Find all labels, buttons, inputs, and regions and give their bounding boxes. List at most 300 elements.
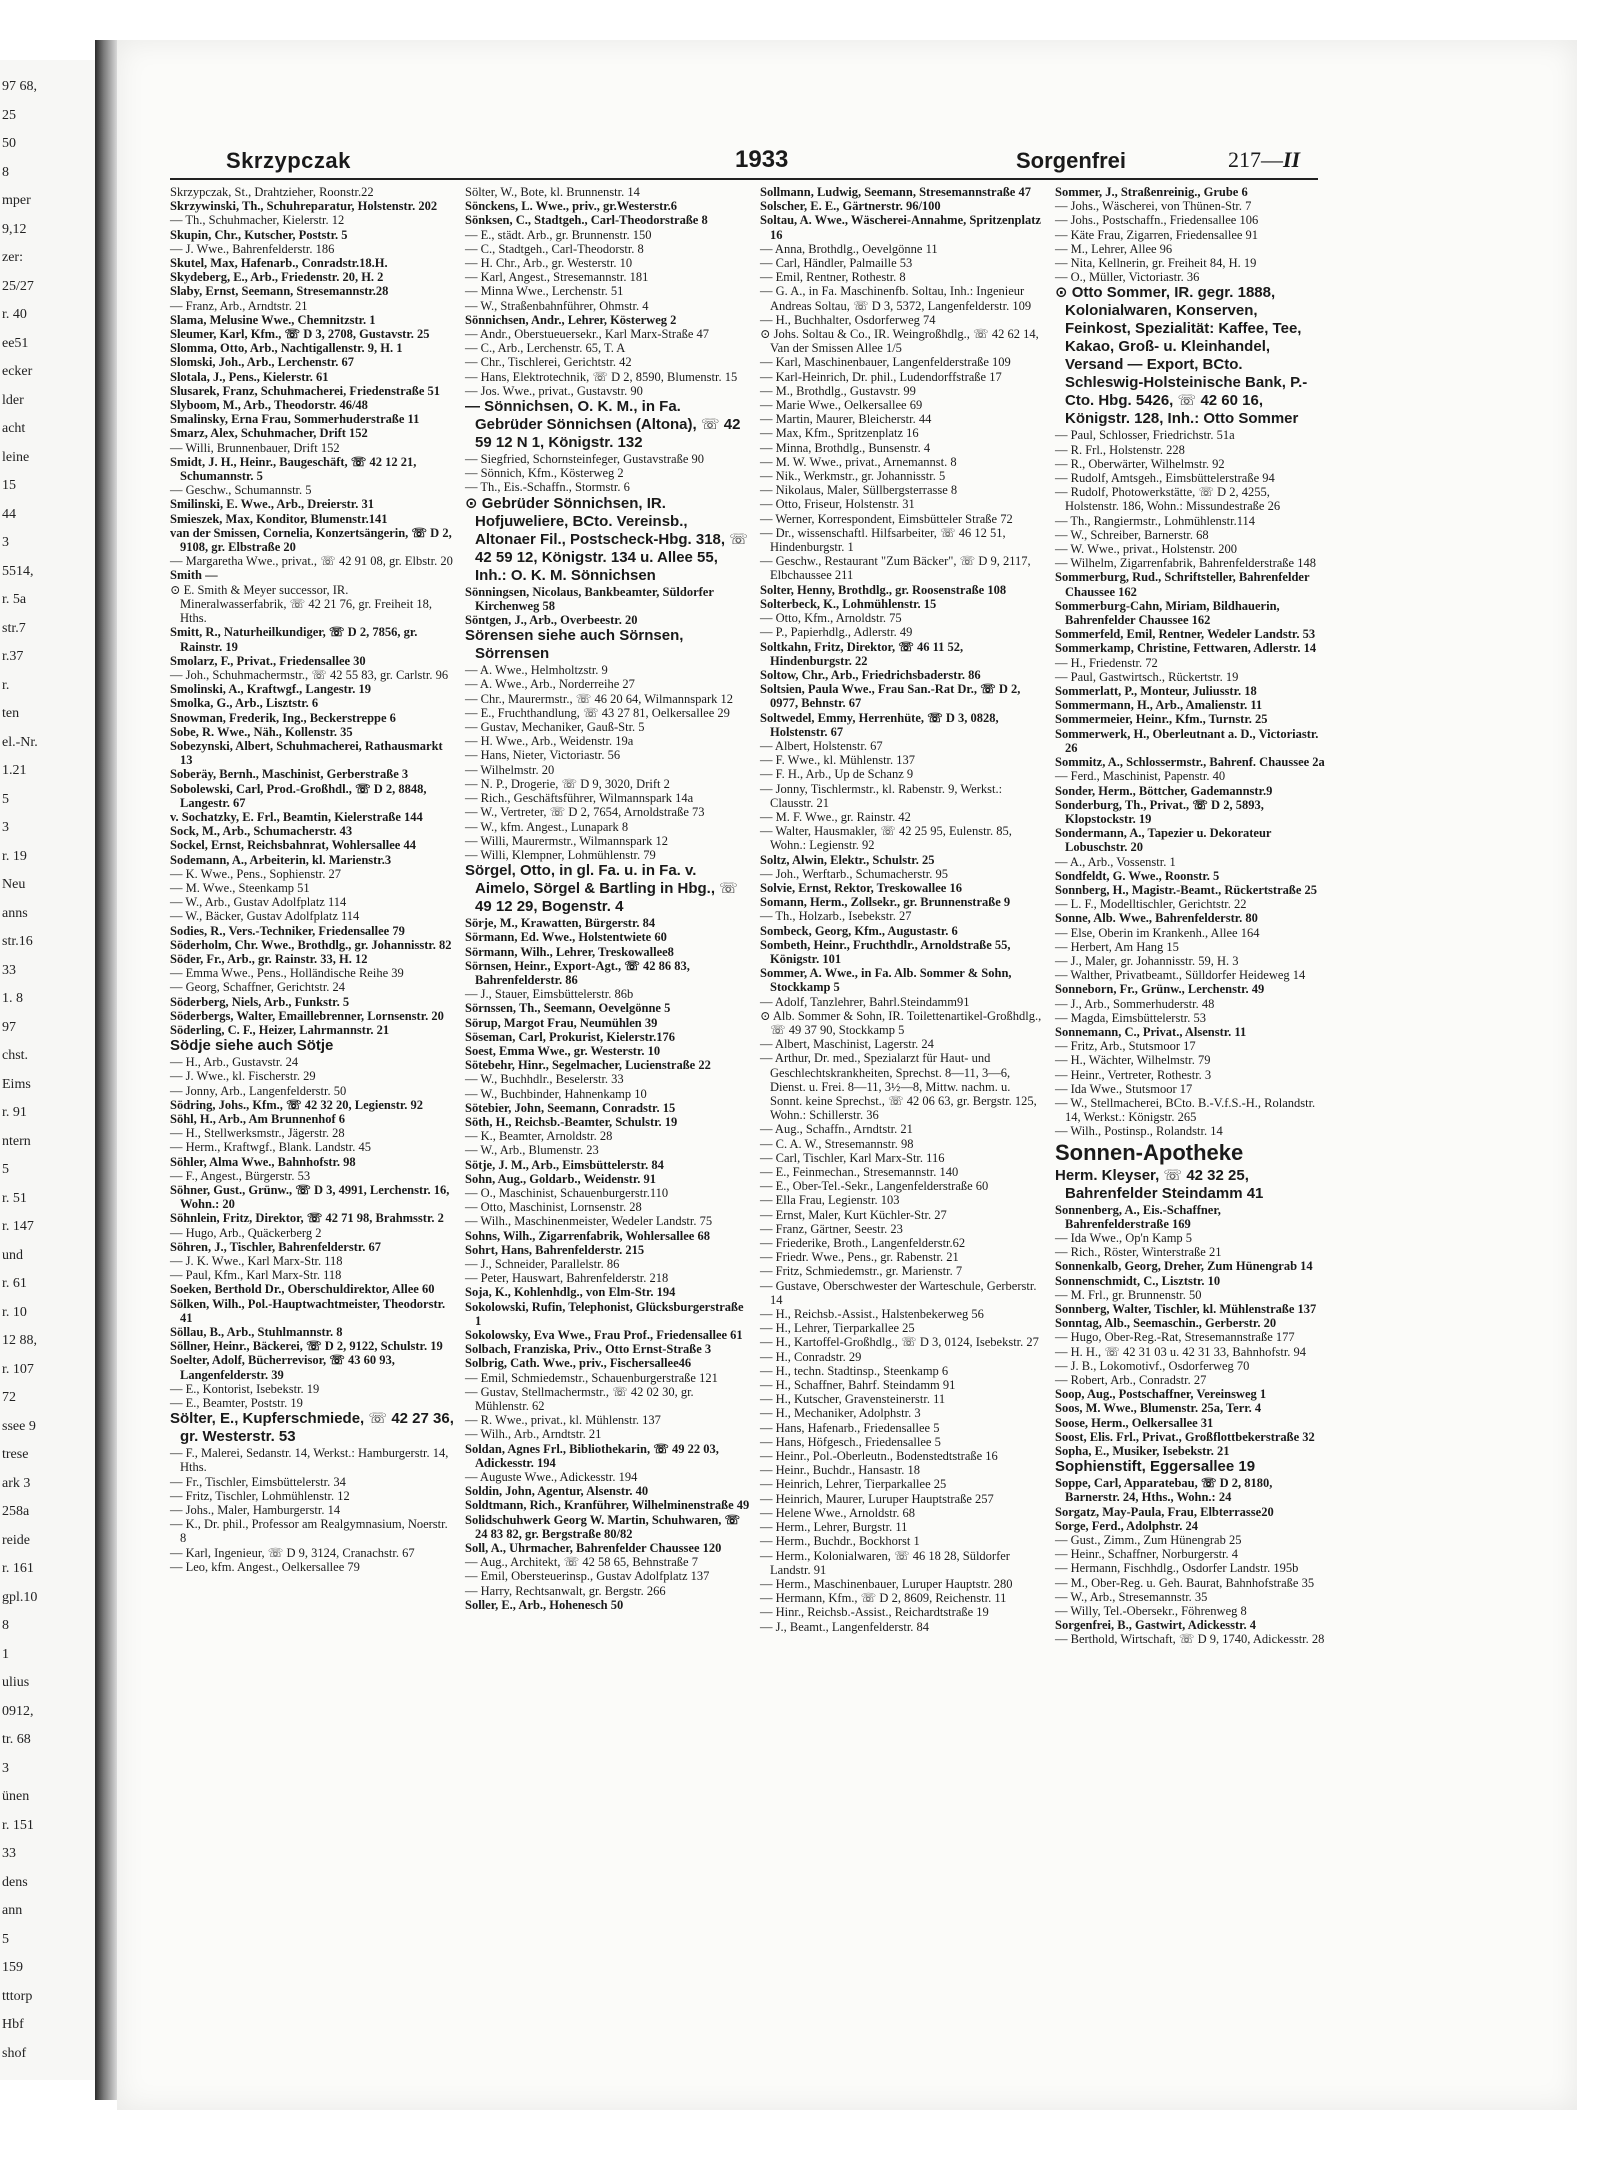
directory-entry: — H., Stellwerksmstr., Jägerstr. 28 (170, 1126, 345, 1141)
directory-entry: — J., Stauer, Eimsbüttelerstr. 86b (465, 987, 634, 1002)
directory-entry: — H., Lehrer, Tierparkallee 25 (760, 1321, 915, 1336)
directory-entry: — Th., Rangiermstr., Lohmühlenstr.114 (1055, 513, 1255, 528)
directory-entry: — A. Wwe., Arb., Norderreihe 27 (465, 677, 635, 692)
left-page-fragment: 3 (2, 1760, 9, 1776)
directory-entry: — G. A., in Fa. Maschinenfb. Soltau, Inh.: Ingenieur Andreas Soltau, ☏ D 3, 5372, Langenfelderstr. 109 (760, 284, 1032, 313)
directory-entry: Sonderburg, Th., Privat., ☏ D 2, 5893, Klopstockstr. 19 (1055, 797, 1264, 826)
directory-entry: — H., Mechaniker, Adolphstr. 3 (760, 1406, 921, 1421)
directory-entry: Sörgel, Otto, in gl. Fa. u. in Fa. v. Aimelo, Sörgel & Bartling in Hbg., ☏ 49 12 29, Bogenstr. 4 (465, 862, 738, 916)
column-2 (465, 185, 750, 1612)
directory-entry: — Hans, Höfgesch., Friedensallee 5 (760, 1434, 941, 1449)
left-page-fragment: ten (2, 706, 20, 721)
directory-entry: — Ida Wwe., Op'n Kamp 5 (1055, 1230, 1193, 1245)
directory-entry: Smieszek, Max, Konditor, Blumenstr.141 (170, 511, 388, 526)
directory-entry: — Peter, Hauswart, Bahrenfelderstr. 218 (465, 1271, 669, 1286)
directory-entry: Sölken, Wilh., Pol.-Hauptwachtmeister, Theodorstr. 41 (170, 1296, 446, 1325)
left-page-fragment: mper (2, 193, 31, 208)
directory-entry: — Hugo, Arb., Quäckerberg 2 (170, 1225, 322, 1240)
left-page-fragment: 258a (2, 1504, 30, 1519)
directory-entry: — Wilh., Postinsp., Rolandstr. 14 (1055, 1124, 1223, 1139)
directory-entry: — Emil, Obersteuerinsp., Gustav Adolfplatz 137 (465, 1569, 710, 1584)
directory-entry: — C., Stadtgeh., Carl-Theodorstr. 8 (465, 241, 644, 256)
directory-entry: Sombeck, Georg, Kfm., Augustastr. 6 (760, 923, 958, 938)
directory-entry: — W., Arb., Stresemannstr. 35 (1055, 1589, 1208, 1604)
left-page-fragment: Neu (2, 877, 26, 892)
left-page-fragment: shof (2, 2045, 27, 2061)
left-page-sliver (0, 60, 95, 2080)
left-page-fragment: tr. 68 (2, 1732, 31, 1747)
directory-entry: Smith — (170, 568, 218, 583)
left-page-fragment: 3 (2, 535, 9, 550)
directory-entry: Slomma, Otto, Arb., Nachtigallenstr. 9, H. 1 (170, 341, 403, 356)
directory-entry: van der Smissen, Cornelia, Konzertsängerin, ☏ D 2, 9108, gr. Elbstraße 20 (170, 525, 452, 555)
directory-entry: — M., Brothdlg., Gustavstr. 99 (760, 383, 916, 398)
directory-entry: — Ernst, Maler, Kurt Küchler-Str. 27 (760, 1207, 947, 1222)
directory-entry: — Hans, Elektrotechnik, ☏ D 2, 8590, Blumenstr. 15 (465, 369, 738, 384)
directory-entry: Sombeth, Heinr., Fruchthdlr., Arnoldstraße 55, Königstr. 101 (760, 937, 1011, 966)
directory-entry: Sonder, Herm., Böttcher, Gademannstr.9 (1055, 783, 1273, 798)
left-page-fragment: ntern (2, 1133, 31, 1149)
left-page-fragment: und (2, 1247, 23, 1263)
directory-entry: Skydeberg, E., Arb., Friedenstr. 20, H. 2 (170, 270, 384, 285)
left-page-fragment: 159 (2, 1960, 23, 1975)
directory-entry: — W., Arb., Blumenstr. 23 (465, 1143, 599, 1158)
directory-entry: — Rudolf, Photowerkstätte, ☏ D 2, 4255, Holstenstr. 186, Wohn.: Missundestraße 26 (1055, 485, 1281, 514)
directory-entry: Soos, M. Wwe., Blumenstr. 25a, Terr. 4 (1055, 1401, 1262, 1416)
directory-entry: — H., Friedenstr. 72 (1055, 655, 1158, 670)
directory-entry: Sölter, E., Kupferschmiede, ☏ 42 27 36, gr. Westerstr. 53 (170, 1410, 454, 1446)
directory-entry: Soest, Emma Wwe., gr. Westerstr. 10 (465, 1043, 661, 1058)
directory-entry: — Herm., Kraftwgf., Blank. Landstr. 45 (170, 1140, 372, 1155)
directory-entry: — Hans, Hafenarb., Friedensallee 5 (760, 1420, 940, 1435)
directory-entry: Soja, K., Kohlenhdlg., von Elm-Str. 194 (465, 1285, 676, 1300)
directory-entry: Solidschuhwerk Georg W. Martin, Schuhwaren, ☏ 24 83 82, gr. Bergstraße 80/82 (465, 1512, 741, 1541)
directory-entry: — Gustave, Oberschwester der Warteschule, Gerberstr. 14 (760, 1278, 1037, 1307)
directory-entry: — Herm., Kolonialwaren, ☏ 46 18 28, Süldorfer Landstr. 91 (760, 1548, 1010, 1577)
directory-entry: — Carl, Tischler, Karl Marx-Str. 116 (760, 1150, 945, 1165)
header-year: 1933 (735, 146, 789, 173)
directory-entry: Sorgatz, May-Paula, Frau, Elbterrasse20 (1055, 1504, 1274, 1519)
directory-entry: Söth, H., Reichsb.-Beamter, Schulstr. 19 (465, 1114, 678, 1129)
left-page-fragment: 44 (2, 506, 16, 522)
directory-entry: Solbach, Franziska, Priv., Otto Ernst-Straße 3 (465, 1342, 712, 1357)
left-page-fragment: 1 (2, 1646, 9, 1662)
directory-entry: — Otto, Friseur, Holstenstr. 31 (760, 497, 915, 512)
directory-entry: — J. K. Wwe., Karl Marx-Str. 118 (170, 1254, 343, 1269)
directory-entry: Södring, Johs., Kfm., ☏ 42 32 20, Legienstr. 92 (170, 1097, 424, 1112)
directory-entry: Skrzypczak, St., Drahtzieher, Roonstr.22 (170, 185, 374, 199)
directory-entry: Soltkahn, Fritz, Direktor, ☏ 46 11 52, Hindenburgstr. 22 (760, 639, 964, 668)
directory-entry: Sokolowsky, Eva Wwe., Frau Prof., Friedensallee 61 (465, 1328, 743, 1342)
directory-entry: Sonntag, Alb., Seemaschin., Gerberstr. 20 (1055, 1316, 1277, 1331)
directory-entry: — M., Lehrer, Allee 96 (1055, 241, 1173, 256)
directory-entry: Sobe, R. Wwe., Näh., Kollenstr. 35 (170, 724, 353, 739)
directory-entry: — Heinr., Pol.-Oberleutn., Bodenstedtstraße 16 (760, 1449, 998, 1464)
directory-entry: Sommermann, H., Arb., Amalienstr. 11 (1055, 698, 1263, 713)
directory-entry: Sommer, J., Straßenreinig., Grube 6 (1055, 185, 1248, 199)
directory-entry: Sobolewski, Carl, Prod.-Großhdl., ☏ D 2, 8848, Langestr. 67 (170, 781, 427, 810)
directory-entry: — Geschw., Restaurant "Zum Bäcker", ☏ D 9, 2117, Elbchaussee 211 (760, 554, 1031, 583)
directory-entry: — Rich., Geschäftsführer, Wilmannspark 14a (465, 791, 694, 806)
directory-entry: — Minna Wwe., Lerchenstr. 51 (465, 284, 624, 299)
directory-entry: Söhl, H., Arb., Am Brunnenhof 6 (170, 1112, 346, 1126)
directory-entry: — Th., Schuhmacher, Kielerstr. 12 (170, 213, 345, 228)
directory-entry: — L. F., Modelltischler, Gerichtstr. 22 (1055, 897, 1247, 912)
directory-entry: Sonnberg, Walter, Tischler, kl. Mühlenstraße 137 (1055, 1302, 1317, 1316)
directory-entry: Sönnichsen, Andr., Lehrer, Kösterweg 2 (465, 312, 677, 327)
directory-entry: Söllau, B., Arb., Stuhlmannstr. 8 (170, 1325, 343, 1340)
directory-entry: — Karl, Ingenieur, ☏ D 9, 3124, Cranachstr. 67 (170, 1545, 415, 1560)
left-page-fragment: 5 (2, 1931, 9, 1947)
directory-entry: Soop, Aug., Postschaffner, Vereinsweg 1 (1055, 1387, 1267, 1402)
directory-entry: — Johs., Postschaffn., Friedensallee 106 (1055, 213, 1259, 228)
directory-entry: — Joh., Schuhmachermstr., ☏ 42 55 83, gr. Carlstr. 96 (170, 667, 449, 682)
directory-entry: Sölter, W., Bote, kl. Brunnenstr. 14 (465, 185, 640, 199)
directory-entry: — Jonny, Arb., Langenfelderstr. 50 (170, 1083, 347, 1098)
left-page-fragment: anns (2, 905, 28, 921)
directory-entry: Söderholm, Chr. Wwe., Brothdlg., gr. Johannisstr. 82 (170, 937, 452, 952)
directory-entry: Soost, Elis. Frl., Privat., Großflottbekerstraße 32 (1055, 1429, 1315, 1444)
directory-entry: Sohn, Aug., Goldarb., Weidenstr. 91 (465, 1171, 657, 1186)
directory-entry: — Herm., Lehrer, Burgstr. 11 (760, 1520, 908, 1535)
directory-entry: Sönningsen, Nicolaus, Bankbeamter, Süldorfer Kirchenweg 58 (465, 584, 714, 613)
directory-entry: — Emil, Schmiedemstr., Schauenburgerstraße 121 (465, 1370, 718, 1385)
directory-entry: Sörje, M., Krawatten, Bürgerstr. 84 (465, 916, 656, 931)
directory-entry: — Fr., Tischler, Eimsbüttelerstr. 34 (170, 1474, 346, 1489)
directory-entry: — Nik., Werkmstr., gr. Johannisstr. 5 (760, 469, 946, 484)
directory-entry: Sophienstift, Eggersallee 19 (1055, 1458, 1256, 1476)
directory-entry: Sommerkamp, Christine, Fettwaren, Adlerstr. 14 (1055, 641, 1317, 656)
directory-entry: Smolarz, F., Privat., Friedensallee 30 (170, 653, 366, 668)
directory-entry: — W., Buchbinder, Hahnenkamp 10 (465, 1086, 647, 1101)
left-page-fragment: 5 (2, 1162, 9, 1177)
directory-entry: — Herm., Buchdr., Bockhorst 1 (760, 1534, 920, 1549)
directory-entry: Sötebier, John, Seemann, Conradstr. 15 (465, 1100, 676, 1115)
left-page-fragment: 50 (2, 136, 16, 151)
directory-entry: Sokolowski, Rufin, Telephonist, Glücksburgerstraße 1 (465, 1299, 744, 1328)
directory-entry: Sohns, Wilh., Zigarrenfabrik, Wohlersallee 68 (465, 1228, 710, 1243)
directory-entry: — Johs., Maler, Hamburgerstr. 14 (170, 1503, 341, 1518)
directory-entry: — Paul, Gastwirtsch., Rückertstr. 19 (1055, 669, 1239, 684)
directory-entry: — Heinr., Schaffner, Norburgerstr. 4 (1055, 1547, 1239, 1562)
directory-entry: — H., Conradstr. 29 (760, 1349, 862, 1364)
directory-entry: Sondermann, A., Tapezier u. Dekorateur Lobuschstr. 20 (1055, 826, 1272, 855)
directory-entry: Herm. Kleyser, ☏ 42 32 25, Bahrenfelder Steindamm 41 (1055, 1166, 1264, 1202)
directory-entry: ⊙ Otto Sommer, IR. gegr. 1888, Kolonialwaren, Konserven, Feinkost, Spezialität: Kaffee, Tee, Kakao, Groß- u. Kleinhandel, Versand — Export, BCto. Schleswig-Holsteinische Bank, P.-Cto. Hbg. 5426, ☏ 42 60 16, Königstr. 128, Inh.: Otto Sommer (1055, 284, 1308, 428)
directory-entry: Sopha, E., Musiker, Isebekstr. 21 (1055, 1444, 1230, 1459)
directory-entry: — W., Schreiber, Barnerstr. 68 (1055, 527, 1209, 542)
directory-entry: Sommerburg-Cahn, Miriam, Bildhauerin, Bahrenfelder Chaussee 162 (1055, 598, 1280, 628)
header-rule (170, 178, 1318, 180)
left-page-fragment: str.7 (2, 620, 26, 636)
directory-entry: — E., Beamter, Poststr. 19 (170, 1396, 303, 1411)
directory-entry: — O., Maschinist, Schauenburgerstr.110 (465, 1185, 669, 1200)
directory-entry: Slama, Melusine Wwe., Chemnitzstr. 1 (170, 312, 376, 327)
directory-entry: Söderling, C. F., Heizer, Lahrmannstr. 21 (170, 1022, 390, 1037)
directory-entry: — E., Feinmechan., Stresemannstr. 140 (760, 1165, 959, 1180)
directory-entry: — H. H., ☏ 42 31 03 u. 42 31 33, Bahnhofstr. 94 (1055, 1344, 1307, 1359)
left-page-fragment: r. 19 (2, 848, 27, 864)
directory-entry: Soose, Herm., Oelkersallee 31 (1055, 1415, 1214, 1430)
directory-entry: Sobezynski, Albert, Schuhmacherei, Rathausmarkt 13 (170, 738, 443, 768)
directory-entry: — R. Frl., Holstenstr. 228 (1055, 442, 1185, 457)
directory-entry: — H., Reichsb.-Assist., Halstenbekerweg 56 (760, 1307, 984, 1322)
left-page-fragment: leine (2, 449, 30, 465)
directory-entry: Sötje, J. M., Arb., Eimsbüttelerstr. 84 (465, 1157, 664, 1172)
directory-entry: — Else, Oberin im Krankenh., Allee 164 (1055, 925, 1260, 940)
directory-entry: — R., Oberwärter, Wilhelmstr. 92 (1055, 456, 1225, 471)
directory-entry: — R. Wwe., privat., kl. Mühlenstr. 137 (465, 1413, 661, 1428)
directory-entry: — F., Angest., Bürgerstr. 53 (170, 1168, 311, 1183)
directory-entry: — J. Wwe., Bahrenfelderstr. 186 (170, 241, 335, 256)
directory-entry: Slaby, Ernst, Seemann, Stresemannstr.28 (170, 284, 389, 299)
directory-entry: — Jos. Wwe., privat., Gustavstr. 90 (465, 383, 643, 398)
directory-entry: — Nikolaus, Maler, Süllbergsterrasse 8 (760, 483, 958, 498)
directory-entry: v. Sochatzky, E. Frl., Beamtin, Kielerstraße 144 (170, 809, 423, 824)
directory-entry: — Hans, Nieter, Victoriastr. 56 (465, 748, 621, 763)
directory-entry: Soelter, Adolf, Bücherrevisor, ☏ 43 60 93, Langenfelderstr. 39 (170, 1353, 395, 1382)
directory-entry: — Emil, Rentner, Rothestr. 8 (760, 270, 906, 285)
directory-entry: — Ella Frau, Legienstr. 103 (760, 1193, 900, 1208)
directory-entry: Skrzywinski, Th., Schuhreparatur, Holstenstr. 202 (170, 199, 438, 214)
directory-entry: Sommerlatt, P., Monteur, Juliusstr. 18 (1055, 684, 1257, 699)
directory-entry: Soltsien, Paula Wwe., Frau San.-Rat Dr., ☏ D 2, 0977, Behnstr. 67 (760, 682, 1021, 711)
directory-entry: Soppe, Carl, Apparatebau, ☏ D 2, 8180, Barnerstr. 24, Hths., Wohn.: 24 (1055, 1476, 1273, 1505)
directory-entry: Smolinski, A., Kraftwgf., Langestr. 19 (170, 682, 371, 697)
left-page-fragment: r. 5a (2, 592, 27, 607)
left-page-fragment: ulius (2, 1675, 30, 1690)
directory-entry: — Chr., Maurermstr., ☏ 46 20 64, Wilmannspark 12 (465, 691, 733, 706)
directory-entry: — Auguste Wwe., Adickesstr. 194 (465, 1470, 638, 1485)
directory-entry: — Arthur, Dr. med., Spezialarzt für Haut- und Geschlechtskrankheiten, Sprechst. 8—11, 3—6, Dienst. u. Frei. 8—11, 3½—8, Mittw. nachm. u. Sonnt. keine Sprechst., ☏ 42 06 63, gr. Bergstr. 125, Wohn.: Schillerstr. 36 (760, 1051, 1037, 1123)
directory-entry: Sonnberg, H., Magistr.-Beamt., Rückertstraße 25 (1055, 882, 1318, 897)
directory-entry: Söhner, Gust., Grünw., ☏ D 3, 4991, Lerchenstr. 16, Wohn.: 20 (170, 1183, 450, 1212)
page-number-arabic: 217— (1228, 147, 1283, 172)
header-right-catchword: Sorgenfrei (1016, 148, 1127, 173)
directory-entry: — F. Wwe., kl. Mühlenstr. 137 (760, 753, 916, 768)
directory-entry: — E., städt. Arb., gr. Brunnenstr. 150 (465, 227, 652, 242)
left-page-fragment: r. 147 (2, 1219, 34, 1234)
directory-entry: — Th., Eis.-Schaffn., Stormstr. 6 (465, 480, 630, 495)
directory-entry: — K. Wwe., Pens., Sophienstr. 27 (170, 866, 341, 881)
directory-entry: — Fritz, Arb., Stutsmoor 17 (1055, 1039, 1196, 1054)
directory-entry: — W., Buchhdlr., Beselerstr. 33 (465, 1072, 624, 1087)
directory-entry: Söllner, Heinr., Bäckerei, ☏ D 2, 9122, Schulstr. 19 (170, 1339, 443, 1354)
directory-entry: — Paul, Schlosser, Friedrichstr. 51a (1055, 428, 1235, 443)
left-page-fragment: 33 (2, 1846, 16, 1861)
directory-entry: — Friedr. Wwe., Pens., gr. Rabenstr. 21 (760, 1250, 959, 1265)
directory-entry: Smalinsky, Erna Frau, Sommerhuderstraße 11 (170, 412, 420, 427)
directory-entry: — F., Malerei, Sedanstr. 14, Werkst.: Hamburgerstr. 14, Hths. (170, 1446, 449, 1475)
directory-entry: Söhler, Alma Wwe., Bahnhofstr. 98 (170, 1154, 356, 1169)
directory-entry: — Otto, Kfm., Arnoldstr. 75 (760, 611, 902, 626)
directory-entry: Sommerwerk, H., Oberleutnant a. D., Victoriastr. 26 (1055, 726, 1319, 755)
directory-entry: Sonnenkalb, Georg, Dreher, Zum Hünengrab 14 (1055, 1259, 1313, 1274)
left-page-fragment: tttorp (2, 1988, 33, 2004)
left-page-fragment: 1.21 (2, 763, 27, 778)
left-page-fragment: ann (2, 1903, 23, 1918)
left-page-fragment: zer: (2, 250, 23, 265)
directory-entry: — Emma Wwe., Pens., Holländische Reihe 39 (170, 966, 404, 981)
directory-entry: — J., Beamt., Langenfelderstr. 84 (760, 1619, 930, 1634)
directory-entry: — M. W. Wwe., privat., Arnemannst. 8 (760, 454, 957, 469)
directory-entry: — W., kfm. Angest., Lunapark 8 (465, 819, 629, 834)
directory-entry: — Georg, Schaffner, Gerichtstr. 24 (170, 980, 346, 995)
directory-entry: — C. A. W., Stresemannstr. 98 (760, 1136, 914, 1151)
directory-entry: — Ferd., Maschinist, Papenstr. 40 (1055, 769, 1226, 784)
directory-entry: Söderbergs, Walter, Emaillebrenner, Lornsenstr. 20 (170, 1008, 444, 1023)
directory-entry: — M. Frl., gr. Brunnenstr. 50 (1055, 1287, 1202, 1302)
directory-entry: Sörnsen, Heinr., Export-Agt., ☏ 42 86 83, Bahrenfelderstr. 86 (465, 958, 690, 987)
directory-entry: Sönckens, L. Wwe., priv., gr.Westerstr.6 (465, 199, 678, 214)
directory-entry: Solbrig, Cath. Wwe., priv., Fischersallee46 (465, 1356, 692, 1371)
directory-entry: Soltwedel, Emmy, Herrenhüte, ☏ D 3, 0828, Holstenstr. 67 (760, 710, 999, 739)
directory-entry: — Karl-Heinrich, Dr. phil., Ludendorffstraße 17 (760, 369, 1002, 384)
directory-entry: — M., Ober-Reg. u. Geh. Baurat, Bahnhofstraße 35 (1055, 1575, 1315, 1590)
directory-entry: — Aug., Schaffn., Arndtstr. 21 (760, 1122, 913, 1137)
directory-entry: — Andr., Oberstueuersekr., Karl Marx-Straße 47 (465, 327, 710, 342)
directory-entry: Soltow, Chr., Arb., Friedrichsbaderstr. 86 (760, 667, 981, 682)
left-page-fragment: r. 107 (2, 1361, 34, 1377)
directory-entry: Solscher, E. E., Gärtnerstr. 96/100 (760, 199, 941, 214)
directory-entry: Sörnssen, Th., Seemann, Oevelgönne 5 (465, 1001, 671, 1016)
directory-entry: — J., Arb., Sommerhuderstr. 48 (1055, 996, 1215, 1011)
directory-entry: Sondfeldt, G. Wwe., Roonstr. 5 (1055, 868, 1220, 883)
left-page-fragment: gpl.10 (2, 1589, 38, 1605)
directory-entry: — Rich., Röster, Winterstraße 21 (1055, 1245, 1222, 1260)
left-page-fragment: Eims (2, 1076, 31, 1092)
left-page-fragment: r. 10 (2, 1304, 27, 1320)
left-page-fragment: ssee 9 (2, 1418, 36, 1434)
directory-entry: — Sönnich, Kfm., Kösterweg 2 (465, 466, 624, 481)
directory-entry: Söntgen, J., Arb., Overbeestr. 20 (465, 613, 638, 628)
directory-entry: — W., Vertreter, ☏ D 2, 7654, Arnoldstraße 73 (465, 805, 705, 820)
directory-entry: — H., Kartoffel-Großhdlg., ☏ D 3, 0124, Isebekstr. 27 (760, 1335, 1039, 1350)
directory-entry: Soll, A., Uhrmacher, Bahrenfelder Chaussee 120 (465, 1541, 722, 1556)
directory-entry: Södje siehe auch Sötje (170, 1037, 334, 1055)
directory-entry: Skupin, Chr., Kutscher, Poststr. 5 (170, 227, 348, 242)
directory-entry: — Paul, Kfm., Karl Marx-Str. 118 (170, 1268, 342, 1283)
directory-entry: — Aug., Architekt, ☏ 42 58 65, Behnstraße 7 (465, 1555, 698, 1570)
directory-entry: — J. B., Lokomotivf., Osdorferweg 70 (1055, 1358, 1250, 1373)
left-page-fragment: Hbf (2, 2017, 24, 2032)
directory-entry: — H., Arb., Gustavstr. 24 (170, 1055, 299, 1070)
directory-entry: — Siegfried, Schornsteinfeger, Gustavstraße 90 (465, 452, 705, 467)
directory-entry: — Joh., Werftarb., Schumacherstr. 95 (760, 866, 948, 881)
directory-entry: — Leo, kfm. Angest., Oelkersallee 79 (170, 1559, 360, 1574)
directory-entry: — Sönnichsen, O. K. M., in Fa. Gebrüder Sönnichsen (Altona), ☏ 42 59 12 N 1, Königstr. 132 (465, 398, 741, 452)
left-page-fragment: lder (2, 392, 24, 408)
left-page-fragment: 97 (2, 1019, 16, 1035)
directory-entry: — Marie Wwe., Oelkersallee 69 (760, 398, 923, 413)
directory-entry: — Heinr., Buchdr., Hansastr. 18 (760, 1463, 921, 1478)
directory-entry: — Wilhelm, Zigarrenfabrik, Bahrenfelderstraße 148 (1055, 556, 1316, 571)
directory-entry: ⊙ Gebrüder Sönnichsen, IR. Hofjuweliere, BCto. Vereinsb., Altonaer Fil., Postscheck-Hbg. 318, ☏ 42 59 12, Königstr. 134 u. Allee 55, Inh.: O. K. M. Sönnichsen (465, 494, 748, 584)
left-page-fragment: ecker (2, 364, 33, 379)
left-page-fragment: 72 (2, 1390, 16, 1405)
directory-entry: — Hermann, Fischhdlg., Osdorfer Landstr. 195b (1055, 1561, 1299, 1576)
left-page-fragment: r. 161 (2, 1561, 34, 1576)
left-page-fragment: ark 3 (2, 1475, 31, 1491)
directory-entry: — Johs., Wäscherei, von Thünen-Str. 7 (1055, 199, 1252, 214)
directory-entry: — N. P., Drogerie, ☏ D 9, 3020, Drift 2 (465, 776, 670, 791)
left-page-fragment: r. (2, 677, 10, 693)
directory-entry: Skutel, Max, Hafenarb., Conradstr.18.H. (170, 256, 388, 271)
left-page-fragment: 1. 8 (2, 991, 23, 1006)
directory-entry: Soller, E., Arb., Hohenesch 50 (465, 1597, 624, 1612)
directory-entry: Solterbeck, K., Lohmühlenstr. 15 (760, 596, 937, 611)
directory-entry: — H. Wwe., Arb., Weidenstr. 19a (465, 734, 634, 749)
directory-entry: Sommerfeld, Emil, Rentner, Wedeler Landstr. 53 (1055, 627, 1316, 642)
directory-entry: — Geschw., Schumannstr. 5 (170, 483, 312, 498)
directory-entry: — E., Ober-Tel.-Sekr., Langenfelderstraße 60 (760, 1179, 989, 1194)
directory-entry: — Jonny, Tischlermstr., kl. Rabenstr. 9, Werkst.: Clausstr. 21 (760, 781, 1003, 810)
directory-entry: — Gust., Zimm., Zum Hünengrab 25 (1055, 1533, 1242, 1548)
directory-entry: — A., Arb., Vossenstr. 1 (1055, 854, 1176, 869)
directory-entry: Sorgenfrei, B., Gastwirt, Adickesstr. 4 (1055, 1618, 1257, 1633)
directory-entry: — Berthold, Wirtschaft, ☏ D 9, 1740, Adickesstr. 28 (1055, 1632, 1325, 1647)
directory-entry: — Rudolf, Amtsgeh., Eimsbüttelerstraße 94 (1055, 471, 1275, 486)
directory-entry: — Albert, Maschinist, Lagerstr. 24 (760, 1037, 934, 1052)
column-4 (1055, 185, 1325, 1647)
directory-entry: — Chr., Tischlerei, Gerichtstr. 42 (465, 355, 632, 370)
directory-entry: — J., Maler, gr. Johannisstr. 59, H. 3 (1055, 953, 1239, 968)
directory-entry: Slyboom, M., Arb., Theodorstr. 46/48 (170, 398, 368, 413)
directory-entry: — Werner, Korrespondent, Eimsbütteler Straße 72 (760, 511, 1013, 526)
directory-entry: — Hugo, Ober-Reg.-Rat, Stresemannstraße 177 (1055, 1330, 1295, 1345)
directory-entry: — Heinr., Vertreter, Rothestr. 3 (1055, 1067, 1212, 1082)
directory-entry: — Franz, Arb., Arndtstr. 21 (170, 298, 308, 313)
directory-entry: — Gustav, Stellmachermstr., ☏ 42 02 30, gr. Mühlenstr. 62 (465, 1384, 694, 1414)
left-page-fragment: ee51 (2, 335, 29, 351)
directory-entry: Smolka, G., Arb., Lisztstr. 6 (170, 696, 319, 711)
left-page-fragment: 25 (2, 107, 16, 123)
directory-entry: — Karl, Maschinenbauer, Langenfelderstraße 109 (760, 355, 1011, 370)
directory-entry: — O., Müller, Victoriastr. 36 (1055, 270, 1200, 285)
page-number (1228, 147, 1300, 173)
directory-entry: Sommermeier, Heinr., Kfm., Turnstr. 25 (1055, 712, 1268, 727)
directory-entry: — Harry, Rechtsanwalt, gr. Bergstr. 266 (465, 1583, 666, 1598)
directory-entry: — W., Bäcker, Gustav Adolfplatz 114 (170, 909, 360, 924)
directory-entry: — J., Schneider, Parallelstr. 86 (465, 1256, 620, 1271)
directory-entry: Soldan, Agnes Frl., Bibliothekarin, ☏ 49 22 03, Adickesstr. 194 (465, 1441, 719, 1470)
directory-entry: Slotala, J., Pens., Kielerstr. 61 (170, 369, 329, 384)
left-page-fragment: 8 (2, 164, 9, 180)
directory-entry: — Albert, Holstenstr. 67 (760, 738, 883, 753)
directory-entry: ⊙ Alb. Sommer & Sohn, IR. Toilettenartikel-Großhdlg., ☏ 49 37 90, Stockkamp 5 (760, 1008, 1042, 1037)
directory-entry: Slusarek, Franz, Schuhmacherei, Friedenstraße 51 (170, 383, 441, 398)
directory-entry: Sommer, A. Wwe., in Fa. Alb. Sommer & Sohn, Stockkamp 5 (760, 966, 1012, 995)
directory-entry: — Hermann, Kfm., ☏ D 2, 8609, Reichenstr. 11 (760, 1591, 1007, 1606)
directory-entry: — W., Stellmacherei, BCto. B.-V.f.S.-H., Rolandstr. 14, Werkst.: Königstr. 265 (1055, 1095, 1316, 1125)
directory-entry: Soberäy, Bernh., Maschinist, Gerberstraße 3 (170, 767, 409, 782)
left-page-fragment: el.-Nr. (2, 734, 38, 750)
directory-entry: Sonneborn, Fr., Grünw., Lerchenstr. 49 (1055, 982, 1265, 997)
directory-entry: — Otto, Maschinist, Lornsenstr. 28 (465, 1200, 642, 1215)
directory-entry: — Adolf, Tanzlehrer, Bahrl.Steindamm91 (760, 994, 970, 1009)
directory-entry: — H., Kutscher, Gravensteinerstr. 11 (760, 1392, 946, 1407)
left-page-fragment: 9,12 (2, 221, 27, 237)
directory-entry: — Heinrich, Maurer, Luruper Hauptstraße 257 (760, 1491, 994, 1506)
left-page-fragment: 97 68, (2, 79, 37, 94)
directory-entry: — H. Chr., Arb., gr. Westerstr. 10 (465, 256, 633, 271)
directory-entry: Sörmann, Wilh., Lehrer, Treskowallee8 (465, 944, 674, 959)
directory-entry: ⊙ Johs. Soltau & Co., IR. Weingroßhdlg., ☏ 42 62 14, Van der Smissen Allee 1/5 (760, 327, 1039, 356)
directory-entry: — A. Wwe., Helmholtzstr. 9 (465, 663, 608, 678)
directory-entry: Söseman, Carl, Prokurist, Kielerstr.176 (465, 1029, 676, 1044)
left-page-fragment: acht (2, 421, 26, 436)
directory-entry: — Carl, Händler, Palmaille 53 (760, 256, 913, 271)
